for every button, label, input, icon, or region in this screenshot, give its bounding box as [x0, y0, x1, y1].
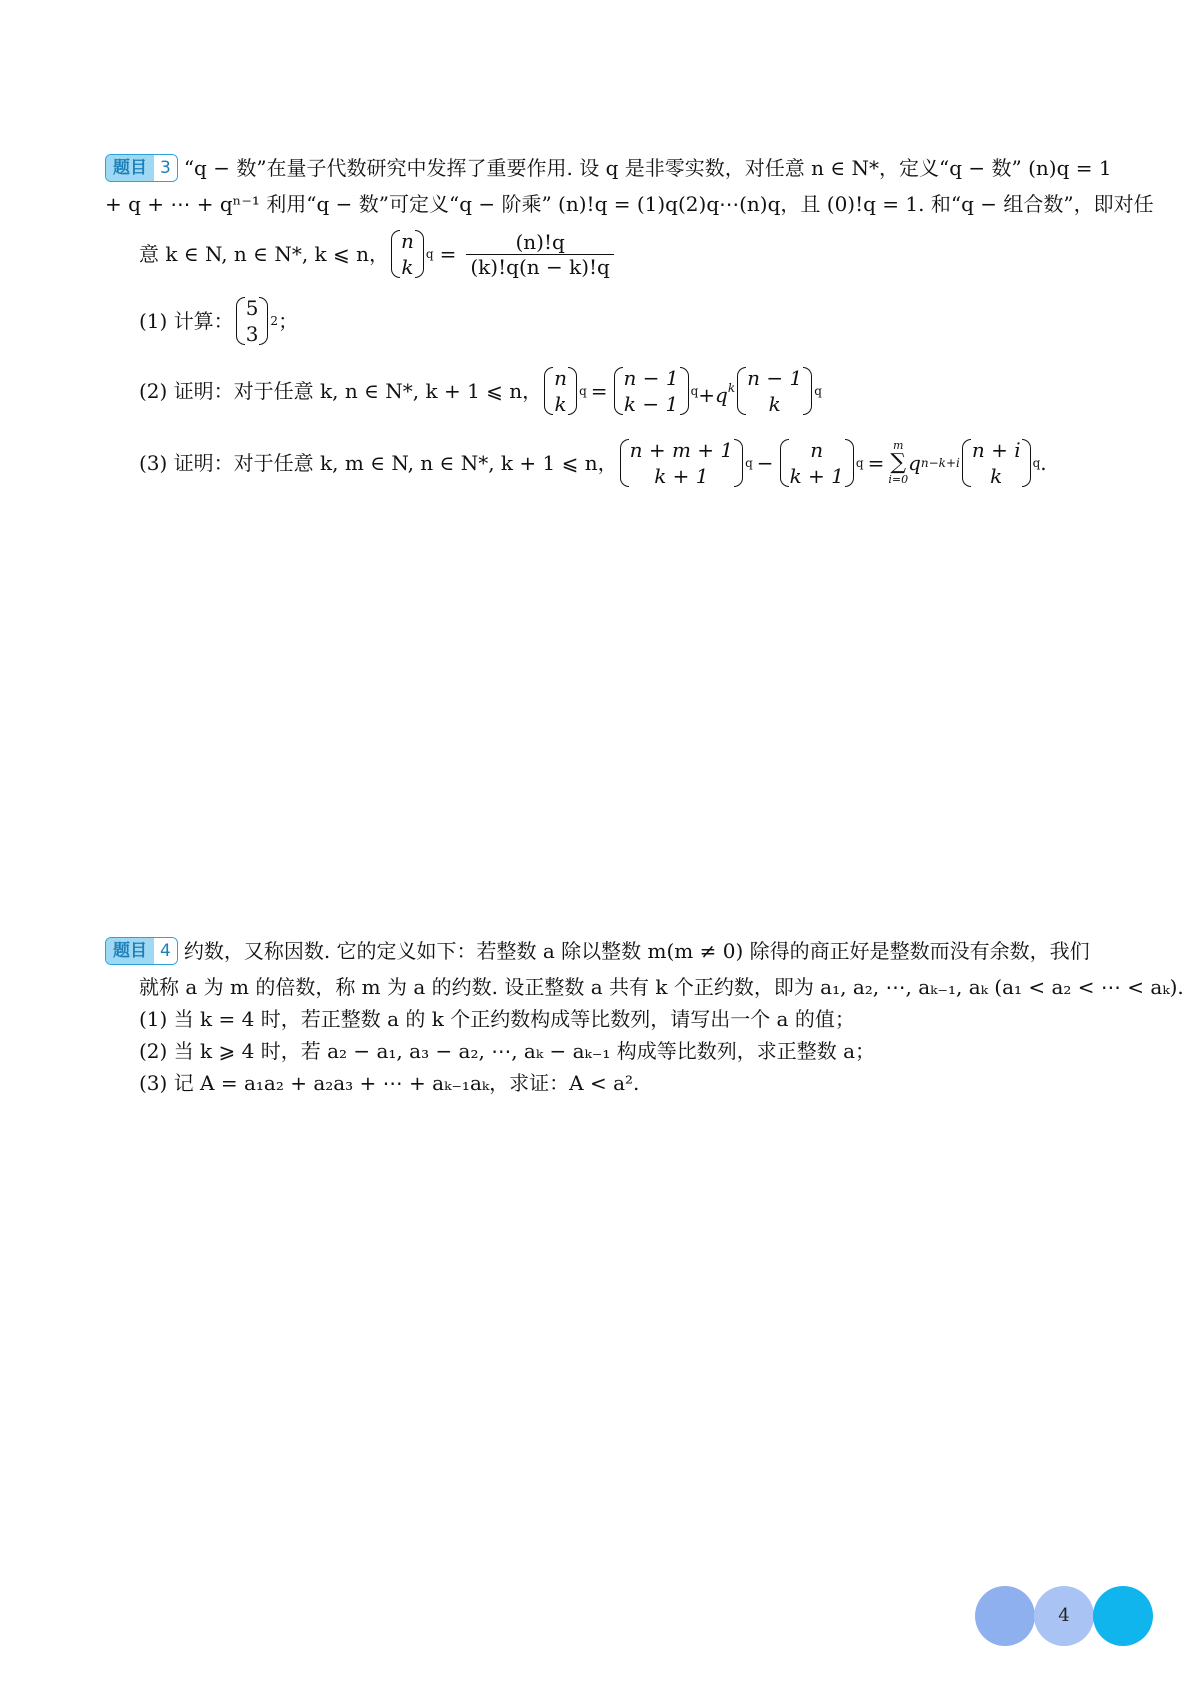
binom-nm1-k1: n + m + 1 k + 1: [620, 437, 744, 489]
problem-3-line-3: 意 k ∈ N, n ∈ N*, k ⩽ n， n k q = $\frac{(n)!q}{(k)!q(n - k)!q}$: [105, 224, 1115, 284]
problem-4: [105, 935, 1184, 1099]
decor-circle-left: [975, 1586, 1035, 1646]
problem-3-part-2: (2) 证明：对于任意 k, n ∈ N*, k + 1 ⩽ n， n k q = n − 1 k − 1 q $+q^k$ n − 1 k q: [139, 366, 822, 416]
problem-4-part-1-text: (1) 当 k = 4 时，若正整数 a 的 k 个正约数构成等比数列，请写出一个 a 的值；: [139, 1007, 855, 1031]
binom-n1-k: n − 1 k: [737, 365, 812, 417]
problem-4-part-3: [105, 1067, 1115, 1099]
problem-tag-number: 4: [154, 938, 177, 964]
sum-symbol: m ∑ i=0: [888, 439, 909, 486]
problem-3-text-2: + q + ⋯ + qⁿ⁻¹ 利用“q − 数”可定义“q − 阶乘” (n)!q = (1)q(2)q⋯(n)q，且 (0)!q = 1. 和“q − 组合数”，即对任: [105, 192, 1154, 216]
problem-3-line-1: [105, 152, 1115, 188]
problem-3-part-3-text: (3) 证明：对于任意 k, m ∈ N, n ∈ N*, k + 1 ⩽ n，: [139, 451, 618, 475]
problem-4-part-1: [105, 1003, 1115, 1035]
problem-3-part-3: (3) 证明：对于任意 k, m ∈ N, n ∈ N*, k + 1 ⩽ n， n + m + 1 k + 1 q − n k + 1 q = m ∑ i=0 q n−k+i n + i k q .: [139, 438, 1047, 488]
fraction-numerator: (n)!q: [466, 230, 613, 255]
problem-tag-label: 题目: [106, 938, 154, 964]
binom-5-3: 5 3: [236, 295, 269, 347]
binom-n-k1: n k + 1: [780, 437, 854, 489]
q-binomial: n k: [391, 228, 424, 280]
problem-tag-label: 题目: [106, 155, 154, 181]
problem-3-part-1: (1) 计算： 5 3 2 ；: [139, 296, 299, 346]
problem-3-text-1: “q − 数”在量子代数研究中发挥了重要作用. 设 q 是非零实数，对任意 n ∈ N*，定义“q − 数” (n)q = 1: [183, 156, 1112, 180]
problem-3-part-2-text: (2) 证明：对于任意 k, n ∈ N*, k + 1 ⩽ n，: [139, 379, 543, 403]
problem-tag-number: 3: [154, 155, 177, 181]
binom-n1-k1: n − 1 k − 1: [614, 365, 689, 417]
decor-circle-right: [1093, 1586, 1153, 1646]
problem-3-part-1-text: (1) 计算：: [139, 309, 234, 333]
problem-4-line-2: [105, 971, 1184, 1003]
problem-4-text-2: 就称 a 为 m 的倍数，称 m 为 a 的约数. 设正整数 a 共有 k 个正约数，即为 a₁, a₂, ⋯, aₖ₋₁, aₖ (a₁ < a₂ < ⋯ < aₖ).: [139, 975, 1184, 999]
problem-4-part-2-text: (2) 当 k ⩾ 4 时，若 a₂ − a₁, a₃ − a₂, ⋯, aₖ − aₖ₋₁ 构成等比数列，求正整数 a；: [139, 1039, 876, 1063]
page-number: 4: [1058, 1605, 1070, 1626]
binom-n-k: n k: [544, 365, 577, 417]
problem-4-part-3-text: (3) 记 A = a₁a₂ + a₂a₃ + ⋯ + aₖ₋₁aₖ，求证：A < a².: [139, 1071, 640, 1095]
problem-3-line-2: [105, 188, 1154, 224]
problem-4-text-1: 约数，又称因数. 它的定义如下：若整数 a 除以整数 m(m ≠ 0) 除得的商正好是整数而没有余数，我们: [183, 939, 1090, 963]
problem-3: [105, 152, 1154, 496]
q-binomial-fraction: [466, 230, 613, 279]
problem-4-part-2: [105, 1035, 1115, 1067]
page-number-badge: [975, 1586, 1153, 1646]
problem-tag: [105, 937, 178, 965]
fraction-denominator: (k)!q(n − k)!q: [470, 254, 610, 279]
binom-ni-k: n + i k: [962, 437, 1031, 489]
problem-3-text-3: 意 k ∈ N, n ∈ N*, k ⩽ n，: [139, 242, 390, 266]
problem-tag: [105, 154, 178, 182]
problem-4-line-1: [105, 935, 1115, 971]
